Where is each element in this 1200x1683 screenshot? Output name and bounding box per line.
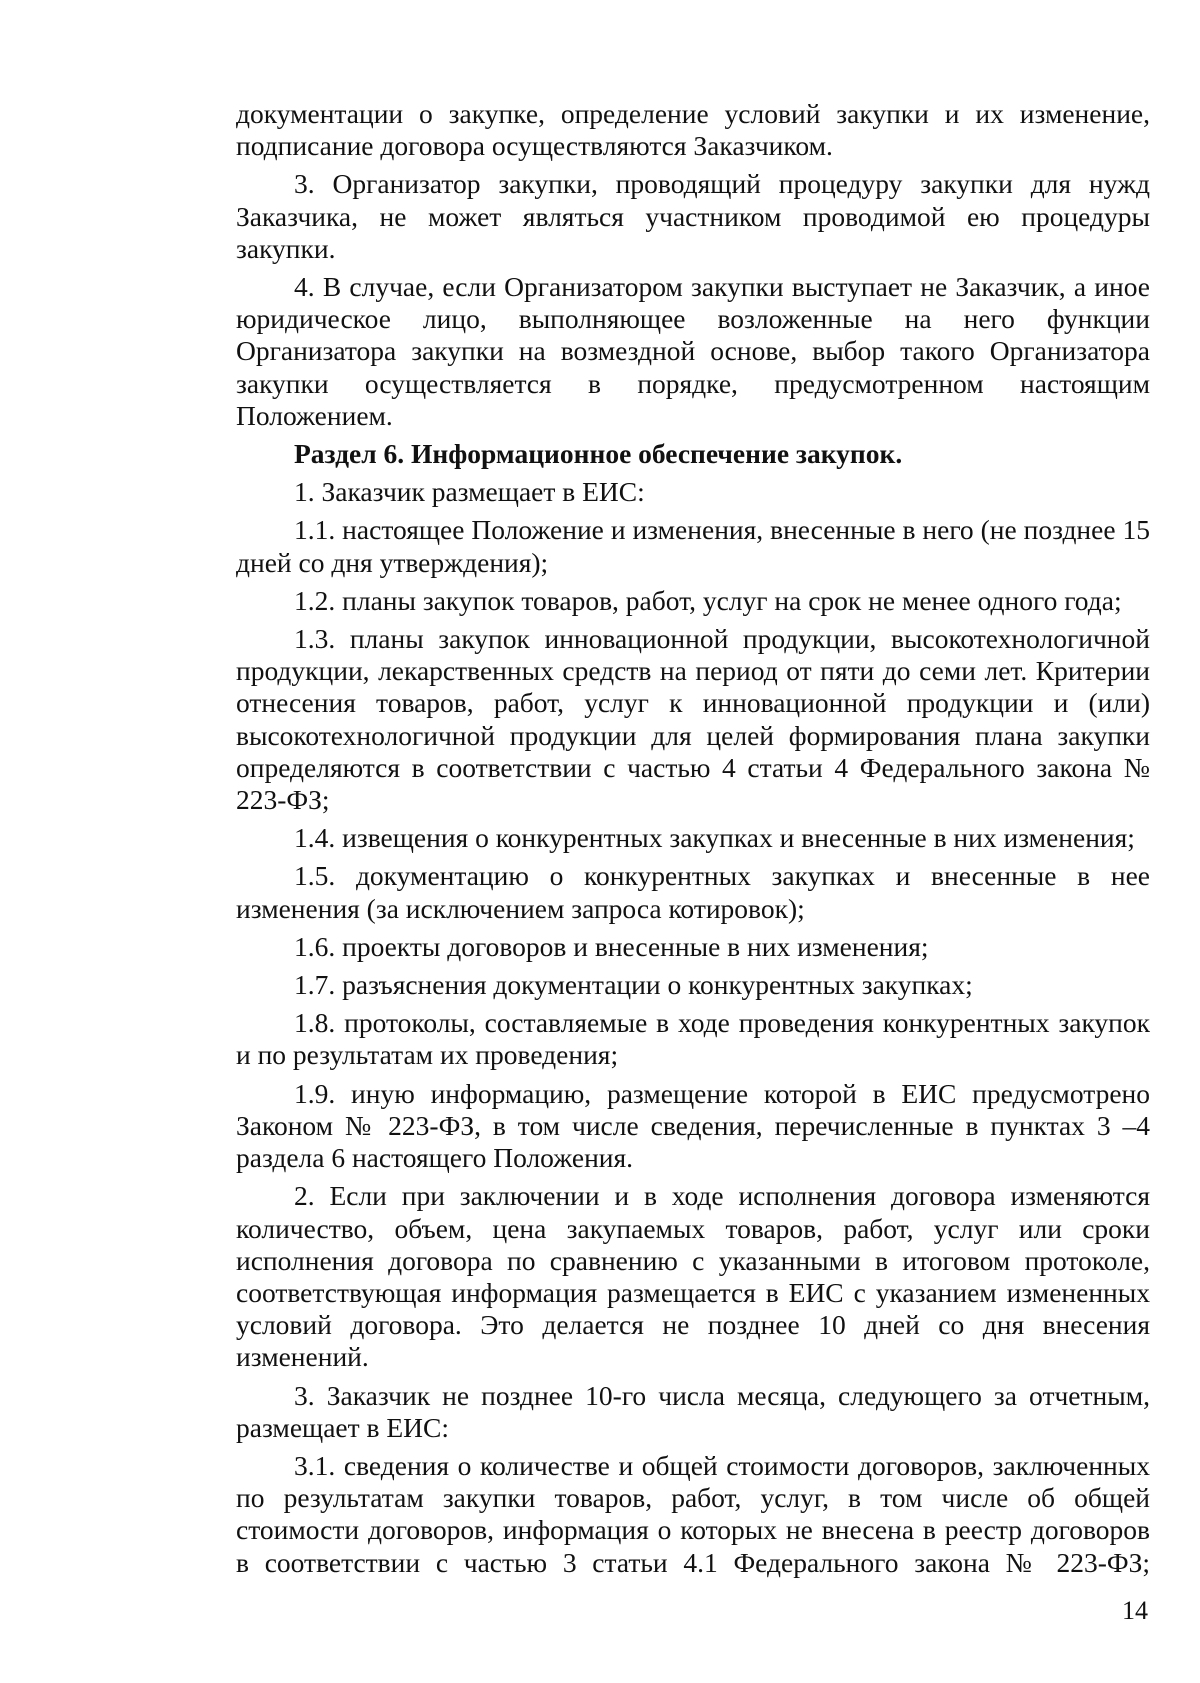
section-paragraph: 1.5. документацию о конкурентных закупках и внесенные в нее изменения (за исключением запроса котировок);: [236, 860, 1150, 924]
section-paragraph: 2. Если при заключении и в ходе исполнения договора изменяются количество, объем, цена закупаемых товаров, работ, услуг или сроки исполнения договора по сравнению с указанными в итоговом протоколе, соответствующая информация размещается в ЕИС с указанием измененных условий договора. Это делается не позднее 10 дней со дня внесения изменений.: [236, 1180, 1150, 1373]
section-paragraph: 1.3. планы закупок инновационной продукции, высокотехнологичной продукции, лекарственных средств на период от пяти до семи лет. Критерии отнесения товаров, работ, услуг к инновационной продукции и (или) высокотехнологичной продукции для целей формирования плана закупки определяются в соответствии с частью 4 статьи 4 Федерального закона № 223-ФЗ;: [236, 623, 1150, 816]
section-paragraph: 1. Заказчик размещает в ЕИС:: [294, 476, 645, 508]
section-paragraph: 1.6. проекты договоров и внесенные в них изменения;: [294, 930, 929, 962]
document-body: [236, 98, 1150, 1585]
section-paragraph: 1.7. разъяснения документации о конкурентных закупках;: [294, 969, 973, 1001]
section-paragraph: 1.8. протоколы, составляемые в ходе проведения конкурентных закупок и по результатам их проведения;: [236, 1007, 1150, 1071]
page-number: 14: [1122, 1596, 1148, 1625]
paragraph-continuation: документации о закупке, определение условий закупки и их изменение, подписание договора осуществляются Заказчиком.: [236, 98, 1150, 162]
paragraph-item-3: 3. Организатор закупки, проводящий процедуру закупки для нужд Заказчика, не может являться участником проводимой ею процедуры закупки.: [236, 168, 1150, 264]
section-paragraph: 1.9. иную информацию, размещение которой в ЕИС предусмотрено Законом № 223-ФЗ, в том числе сведения, перечисленные в пунктах 3 –4 раздела 6 настоящего Положения.: [236, 1077, 1150, 1174]
section-paragraph: 3. Заказчик не позднее 10-го числа месяца, следующего за отчетным, размещает в ЕИС:: [236, 1379, 1150, 1443]
section-paragraph: 1.1. настоящее Положение и изменения, внесенные в него (не позднее 15 дней со дня утверждения);: [236, 514, 1150, 578]
section-paragraph: 3.1. сведения о количестве и общей стоимости договоров, заключенных по результатам закупки товаров, работ, услуг, в том числе об общей стоимости договоров, информация о которых не внесена в реестр договоров в соответствии с частью 3 статьи 4.1 Федерального закона № 223-ФЗ;: [236, 1449, 1150, 1578]
section-paragraph: 1.4. извещения о конкурентных закупках и внесенные в них изменения;: [294, 822, 1135, 854]
section-paragraph: 1.2. планы закупок товаров, работ, услуг на срок не менее одного года;: [294, 584, 1122, 616]
section-heading: Раздел 6. Информационное обеспечение закупок.: [294, 438, 903, 470]
paragraph-item-4: 4. В случае, если Организатором закупки выступает не Заказчик, а иное юридическое лицо, выполняющее возложенные на него функции Организатора закупки на возмездной основе, выбор такого Организатора закупки осуществляется в порядке, предусмотренном настоящим Положением.: [236, 271, 1150, 431]
